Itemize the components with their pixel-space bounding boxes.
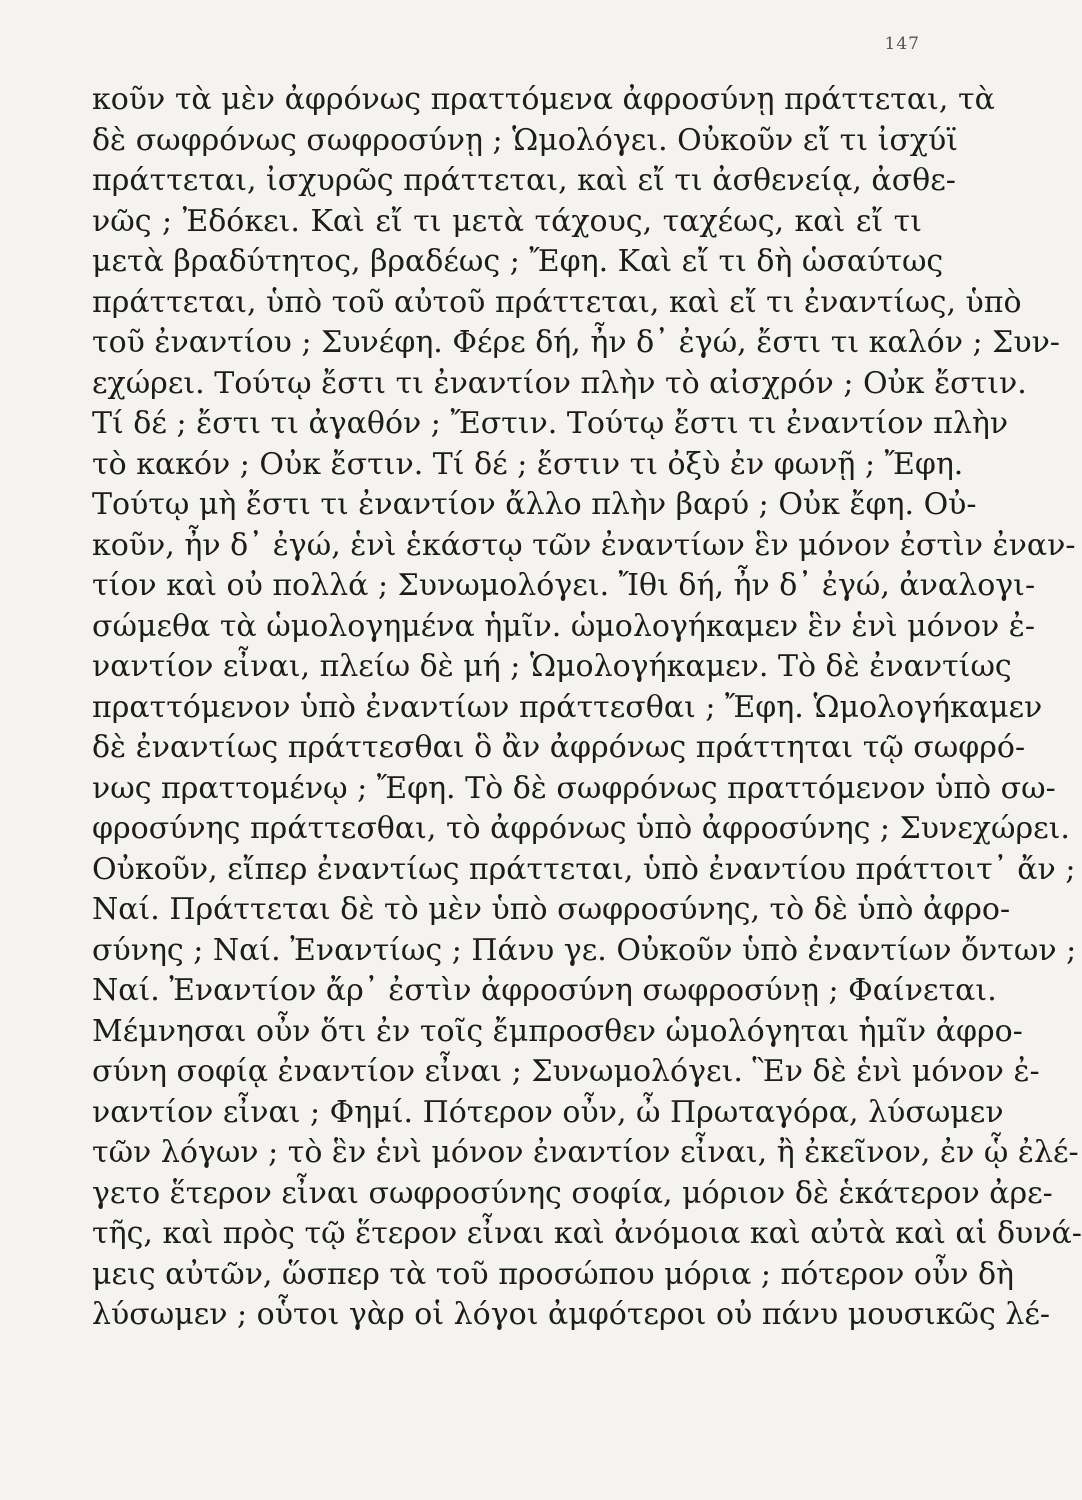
text-line: ναντίον εἶναι, πλείω δὲ μή ; Ὡμολογήκαμεν. Τὸ δὲ ἐναντίως xyxy=(92,649,1012,684)
text-line: τοῦ ἐναντίου ; Συνέφη. Φέρε δή, ἦν δ᾿ ἐγώ, ἔστι τι καλόν ; Συν- xyxy=(92,325,1060,360)
text-line: κοῦν, ἦν δ᾿ ἐγώ, ἑνὶ ἑκάστῳ τῶν ἐναντίων ἓν μόνον ἐστὶν ἐναν- xyxy=(92,527,1076,563)
text-line: ναντίον εἶναι ; Φημί. Πότερον οὖν, ὦ Πρωταγόρα, λύσωμεν xyxy=(92,1094,1004,1130)
text-line: τῆς, καὶ πρὸς τῷ ἕτερον εἶναι καὶ ἀνόμοια καὶ αὐτὰ καὶ αἱ δυνά- xyxy=(92,1216,1082,1251)
text-line: δὲ σωφρόνως σωφροσύνῃ ; Ὡμολόγει. Οὐκοῦν εἴ τι ἰσχύϊ xyxy=(92,122,958,158)
text-line: Οὐκοῦν, εἴπερ ἐναντίως πράττεται, ὑπὸ ἐναντίου πράττοιτ᾿ ἄν ; xyxy=(92,851,1076,887)
text-line: φροσύνης πράττεσθαι, τὸ ἀφρόνως ὑπὸ ἀφροσύνης ; Συνεχώρει. xyxy=(92,811,1070,846)
text-line: πράττεται, ἰσχυρῶς πράττεται, καὶ εἴ τι ἀσθενείᾳ, ἀσθε- xyxy=(92,163,956,198)
text-line: τῶν λόγων ; τὸ ἓν ἑνὶ μόνον ἐναντίον εἶναι, ἢ ἐκεῖνον, ἐν ᾧ ἐλέ- xyxy=(92,1135,1079,1170)
text-line: Ναί. Ἐναντίον ἄρ᾿ ἐστὶν ἀφροσύνη σωφροσύνῃ ; Φαίνεται. xyxy=(92,973,997,1008)
text-line: μεις αὐτῶν, ὥσπερ τὰ τοῦ προσώπου μόρια ; πότερον οὖν δὴ xyxy=(92,1256,1015,1292)
body-text xyxy=(92,80,1082,1336)
text-line: τίον καὶ οὐ πολλά ; Συνωμολόγει. Ἴθι δή, ἦν δ᾿ ἐγώ, ἀναλογι- xyxy=(92,568,1036,603)
text-line: Μέμνησαι οὖν ὅτι ἐν τοῖς ἔμπροσθεν ὡμολόγηται ἡμῖν ἀφρο- xyxy=(92,1013,1023,1049)
text-line: κοῦν τὰ μὲν ἀφρόνως πραττόμενα ἀφροσύνῃ πράττεται, τὰ xyxy=(92,82,995,117)
text-line: Τούτῳ μὴ ἔστι τι ἐναντίον ἄλλο πλὴν βαρύ ; Οὐκ ἔφη. Οὐ- xyxy=(92,487,977,522)
text-line: σύνη σοφίᾳ ἐναντίον εἶναι ; Συνωμολόγει. Ἓν δὲ ἑνὶ μόνον ἐ- xyxy=(92,1054,1040,1089)
text-line: λύσωμεν ; οὗτοι γὰρ οἱ λόγοι ἀμφότεροι οὐ πάνυ μουσικῶς λέ- xyxy=(92,1297,1051,1332)
text-line: γετο ἕτερον εἶναι σωφροσύνης σοφία, μόριον δὲ ἑκάτερον ἀρε- xyxy=(92,1175,1053,1211)
text-line: σύνης ; Ναί. Ἐναντίως ; Πάνυ γε. Οὐκοῦν ὑπὸ ἐναντίων ὄντων ; xyxy=(92,932,1077,968)
text-line: πραττόμενον ὑπὸ ἐναντίων πράττεσθαι ; Ἔφη. Ὡμολογήκαμεν xyxy=(92,689,1043,725)
text-line: μετὰ βραδύτητος, βραδέως ; Ἔφη. Καὶ εἴ τι δὴ ὡσαύτως xyxy=(92,244,944,279)
text-line: τὸ κακόν ; Οὐκ ἔστιν. Τί δέ ; ἔστιν τι ὀξὺ ἐν φωνῇ ; Ἔφη. xyxy=(92,446,964,482)
text-line: νως πραττομένῳ ; Ἔφη. Τὸ δὲ σωφρόνως πραττόμενον ὑπὸ σω- xyxy=(92,770,1056,806)
text-line: σώμεθα τὰ ὡμολογημένα ἡμῖν. ὡμολογήκαμεν ἓν ἑνὶ μόνον ἐ- xyxy=(92,608,1036,644)
text-line: Τί δέ ; ἔστι τι ἀγαθόν ; Ἔστιν. Τούτῳ ἔστι τι ἐναντίον πλὴν xyxy=(92,406,1009,441)
text-line: δὲ ἐναντίως πράττεσθαι ὃ ἂν ἀφρόνως πράττηται τῷ σωφρό- xyxy=(92,730,1026,765)
text-line: πράττεται, ὑπὸ τοῦ αὐτοῦ πράττεται, καὶ εἴ τι ἐναντίως, ὑπὸ xyxy=(92,284,1022,320)
text-line: Ναί. Πράττεται δὲ τὸ μὲν ὑπὸ σωφροσύνης, τὸ δὲ ὑπὸ ἀφρο- xyxy=(92,892,1011,927)
page-number: 147 xyxy=(884,34,920,54)
text-line: εχώρει. Τούτῳ ἔστι τι ἐναντίον πλὴν τὸ αἰσχρόν ; Οὐκ ἔστιν. xyxy=(92,365,1027,401)
text-line: νῶς ; Ἐδόκει. Καὶ εἴ τι μετὰ τάχους, ταχέως, καὶ εἴ τι xyxy=(92,203,922,239)
